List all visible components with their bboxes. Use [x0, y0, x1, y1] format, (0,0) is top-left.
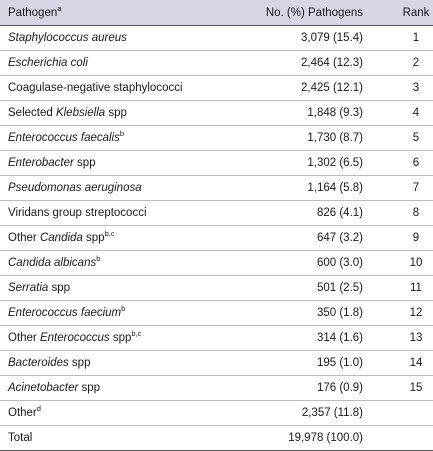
- table-row: [0, 226, 433, 251]
- pathogen-name-part: Serratia: [8, 282, 49, 294]
- pathogen-cell: [0, 126, 226, 151]
- rank-cell: 11: [387, 276, 433, 301]
- header-rank: Rank: [387, 0, 433, 26]
- pathogen-cell: [0, 101, 226, 126]
- rank-cell: 7: [387, 176, 433, 201]
- pathogen-name-part: Escherichia coli: [8, 57, 88, 69]
- rank-cell: 4: [387, 101, 433, 126]
- count-cell: 501 (2.5): [226, 276, 387, 301]
- footnote-marker: b,c: [104, 229, 115, 238]
- pathogen-cell: [0, 276, 226, 301]
- rank-cell: [387, 426, 433, 451]
- table-row: [0, 76, 433, 101]
- rank-cell: 10: [387, 251, 433, 276]
- pathogen-cell: [0, 226, 226, 251]
- pathogen-name-part: spp: [109, 332, 132, 344]
- pathogen-name-part: Other: [8, 232, 40, 244]
- pathogen-cell: [0, 76, 226, 101]
- rank-cell: 15: [387, 376, 433, 401]
- rank-cell: 6: [387, 151, 433, 176]
- pathogen-name-part: Pseudomonas aeruginosa: [8, 182, 142, 194]
- count-cell: 19,978 (100.0): [226, 426, 387, 451]
- table-row: [0, 251, 433, 276]
- pathogen-cell: [0, 326, 226, 351]
- pathogen-name-part: spp: [73, 157, 96, 169]
- rank-cell: 8: [387, 201, 433, 226]
- count-cell: 1,164 (5.8): [226, 176, 387, 201]
- table-row: [0, 101, 433, 126]
- count-cell: 176 (0.9): [226, 376, 387, 401]
- pathogen-name-part: Bacteroides: [8, 357, 69, 369]
- pathogen-name-part: Other: [8, 332, 40, 344]
- header-count: No. (%) Pathogens: [226, 0, 387, 26]
- pathogen-cell: [0, 201, 226, 226]
- pathogen-cell: [0, 51, 226, 76]
- table-row: [0, 401, 433, 426]
- count-cell: 350 (1.8): [226, 301, 387, 326]
- pathogen-name-part: Staphylococcus aureus: [8, 32, 127, 44]
- rank-cell: [387, 401, 433, 426]
- count-cell: 1,302 (6.5): [226, 151, 387, 176]
- pathogen-name-part: Candida albicans: [8, 257, 97, 269]
- rank-cell: 12: [387, 301, 433, 326]
- pathogen-name-part: Coagulase-negative staphylococci: [8, 82, 183, 94]
- pathogen-cell: [0, 176, 226, 201]
- count-cell: 2,357 (11.8): [226, 401, 387, 426]
- count-cell: 1,848 (9.3): [226, 101, 387, 126]
- pathogen-name-part: spp: [105, 107, 127, 119]
- header-row: [0, 0, 433, 26]
- rank-cell: 13: [387, 326, 433, 351]
- count-cell: 3,079 (15.4): [226, 26, 387, 51]
- table-row: [0, 26, 433, 51]
- count-cell: 826 (4.1): [226, 201, 387, 226]
- pathogen-cell: [0, 301, 226, 326]
- pathogen-name-part: Other: [8, 407, 37, 419]
- count-cell: 2,464 (12.3): [226, 51, 387, 76]
- footnote-marker: d: [36, 404, 41, 413]
- pathogen-name-part: Total: [8, 432, 33, 444]
- header-pathogen-label: Pathogen: [8, 6, 58, 19]
- rank-cell: 9: [387, 226, 433, 251]
- pathogen-name-part: Klebsiella: [55, 107, 106, 119]
- footnote-marker: b,c: [131, 329, 142, 338]
- count-cell: 647 (3.2): [226, 226, 387, 251]
- table-row: [0, 176, 433, 201]
- pathogen-cell: [0, 426, 226, 451]
- pathogen-name-part: Enterococcus faecalis: [8, 132, 120, 144]
- table-row: [0, 201, 433, 226]
- pathogen-name-part: spp: [48, 282, 71, 294]
- pathogen-cell: [0, 151, 226, 176]
- pathogen-cell: [0, 401, 226, 426]
- pathogen-name-part: Viridans group streptococci: [8, 207, 147, 219]
- table-row: [0, 276, 433, 301]
- count-cell: 2,425 (12.1): [226, 76, 387, 101]
- count-cell: 195 (1.0): [226, 351, 387, 376]
- table-row: [0, 301, 433, 326]
- rank-cell: 1: [387, 26, 433, 51]
- count-cell: 314 (1.6): [226, 326, 387, 351]
- pathogen-cell: [0, 376, 226, 401]
- pathogen-name-part: spp: [78, 382, 101, 394]
- pathogen-name-part: Enterococcus faecium: [8, 307, 122, 319]
- rank-cell: 14: [387, 351, 433, 376]
- count-cell: 1,730 (8.7): [226, 126, 387, 151]
- rank-cell: 2: [387, 51, 433, 76]
- footnote-marker: b: [96, 254, 101, 263]
- pathogen-name-part: Selected: [8, 107, 56, 119]
- table-row: [0, 426, 433, 451]
- pathogen-cell: [0, 351, 226, 376]
- pathogen-name-part: spp: [68, 357, 91, 369]
- pathogen-cell: [0, 251, 226, 276]
- footnote-marker: b: [121, 304, 126, 313]
- table-row: [0, 376, 433, 401]
- header-pathogen: [0, 0, 226, 26]
- rank-cell: 5: [387, 126, 433, 151]
- table-row: [0, 326, 433, 351]
- table-row: [0, 126, 433, 151]
- rank-cell: 3: [387, 76, 433, 101]
- table-row: [0, 151, 433, 176]
- table-body: [0, 26, 433, 451]
- header-pathogen-footnote: a: [57, 3, 62, 13]
- pathogen-cell: [0, 26, 226, 51]
- table-row: [0, 351, 433, 376]
- pathogen-name-part: Candida: [39, 232, 83, 244]
- pathogen-name-part: Enterobacter: [8, 157, 74, 169]
- pathogen-name-part: spp: [82, 232, 105, 244]
- pathogen-name-part: Enterococcus: [39, 332, 110, 344]
- table-header: [0, 0, 433, 26]
- pathogen-name-part: Acinetobacter: [8, 382, 79, 394]
- table-row: [0, 51, 433, 76]
- footnote-marker: b: [119, 129, 125, 138]
- count-cell: 600 (3.0): [226, 251, 387, 276]
